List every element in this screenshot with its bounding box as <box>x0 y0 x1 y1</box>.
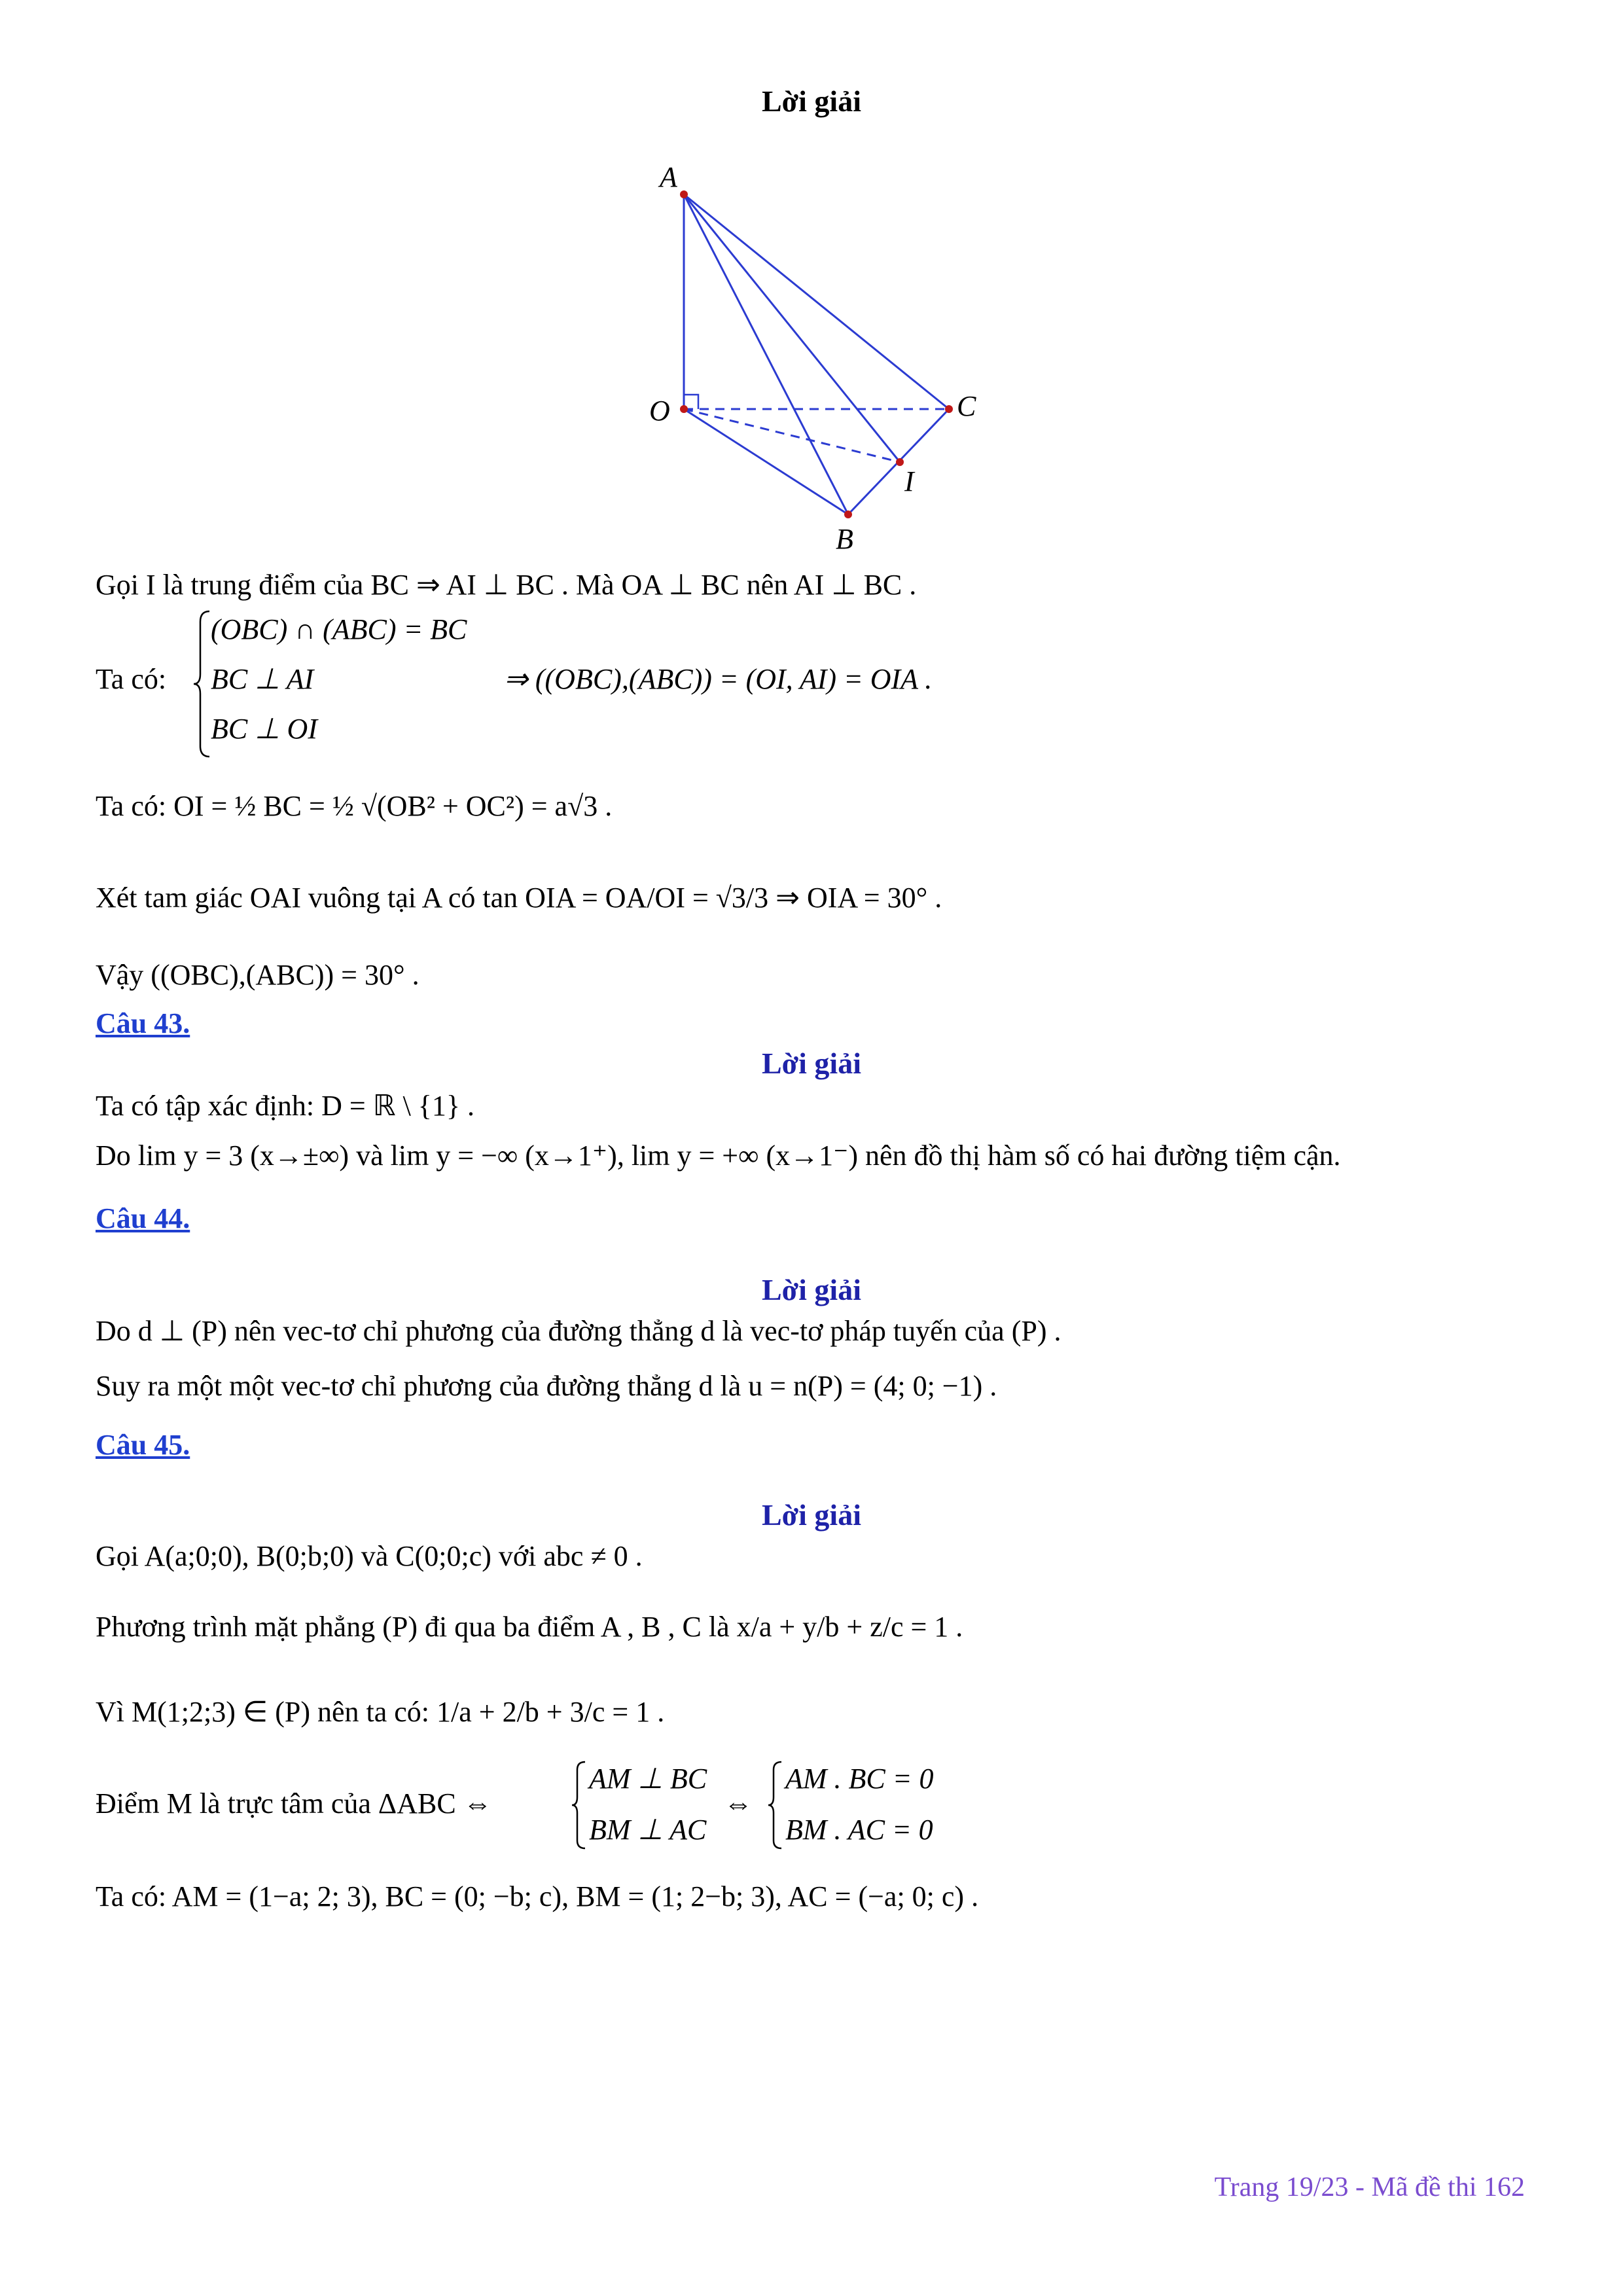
q43-label: Câu 43. <box>96 1007 190 1039</box>
q45-system-b1: AM . BC = 0 <box>785 1763 934 1795</box>
point-a <box>680 190 688 198</box>
q43-line-2: Do lim y = 3 (x→±∞) và lim y = −∞ (x→1⁺), lim y = +∞ (x→1⁻) nên đồ thị hàm số có hai đường tiệm cận. <box>96 1139 1341 1172</box>
system-brace <box>192 609 212 759</box>
q45-line-3: Vì M(1;2;3) ∈ (P) nên ta có: 1/a + 2/b + 3/c = 1 . <box>96 1696 665 1728</box>
q42-system-lead: Ta có: <box>96 663 167 695</box>
q44-line-1: Do d ⊥ (P) nên vec-tơ chỉ phương của đường thẳng d là vec-tơ pháp tuyến của (P) . <box>96 1315 1061 1347</box>
q45-line-1: Gọi A(a;0;0), B(0;b;0) và C(0;0;c) với abc ≠ 0 . <box>96 1540 643 1572</box>
edge-ac <box>684 194 949 409</box>
q45-system-a1: AM ⊥ BC <box>589 1763 707 1795</box>
q45-heading: Lời giải <box>762 1498 861 1532</box>
label-i: I <box>904 465 914 497</box>
page-footer: Trang 19/23 - Mã đề thi 162 <box>1214 2172 1525 2202</box>
point-b <box>844 511 852 518</box>
q45-line-2: Phương trình mặt phẳng (P) đi qua ba điểm A , B , C là x/a + y/b + z/c = 1 . <box>96 1611 963 1643</box>
q44-line-2: Suy ra một một vec-tơ chỉ phương của đường thẳng d là u = n(P) = (4; 0; −1) . <box>96 1370 997 1402</box>
q45-line-4-lead: Điểm M là trực tâm của ΔABC ⇔ <box>96 1787 492 1820</box>
edge-ai <box>684 194 900 462</box>
point-c <box>945 405 953 413</box>
q42-system-2: BC ⊥ AI <box>211 663 314 695</box>
label-c: C <box>957 390 976 422</box>
q45-line-5: Ta có: AM = (1−a; 2; 3), BC = (0; −b; c), BM = (1; 2−b; 3), AC = (−a; 0; c) . <box>96 1880 979 1912</box>
brace-1 <box>571 1759 588 1851</box>
point-o <box>680 405 688 413</box>
label-o: O <box>649 395 670 427</box>
label-b: B <box>836 523 853 555</box>
q42-system-1: (OBC) ∩ (ABC) = BC <box>211 613 467 645</box>
edge-oi-dashed <box>684 409 900 462</box>
q45-label: Câu 45. <box>96 1429 190 1461</box>
brace-2 <box>767 1759 784 1851</box>
q45-system-a2: BM ⊥ AC <box>589 1814 707 1846</box>
q42-line-4: Vậy ((OBC),(ABC)) = 30° . <box>96 959 419 991</box>
pyramid-figure <box>641 157 1008 563</box>
edge-ob <box>684 409 848 514</box>
q43-line-1: Ta có tập xác định: D = ℝ \ {1} . <box>96 1090 475 1122</box>
q42-line-1: Gọi I là trung điểm của BC ⇒ AI ⊥ BC . Mà OA ⊥ BC nên AI ⊥ BC . <box>96 569 917 601</box>
q42-line-3: Xét tam giác OAI vuông tại A có tan OIA = OA/OI = √3/3 ⇒ OIA = 30° . <box>96 882 942 914</box>
edge-ab <box>684 194 848 514</box>
q45-equiv: ⇔ <box>724 1787 753 1820</box>
point-i <box>896 458 904 466</box>
q42-system-3: BC ⊥ OI <box>211 713 317 745</box>
solution-heading: Lời giải <box>762 84 861 118</box>
q42-system-result: ⇒ ((OBC),(ABC)) = (OI, AI) = OIA . <box>504 663 933 695</box>
q43-heading: Lời giải <box>762 1047 861 1080</box>
q44-label: Câu 44. <box>96 1202 190 1234</box>
q42-line-2: Ta có: OI = ½ BC = ½ √(OB² + OC²) = a√3 . <box>96 790 613 822</box>
label-a: A <box>660 161 677 193</box>
q44-heading: Lời giải <box>762 1273 861 1306</box>
q45-system-b2: BM . AC = 0 <box>785 1814 933 1846</box>
